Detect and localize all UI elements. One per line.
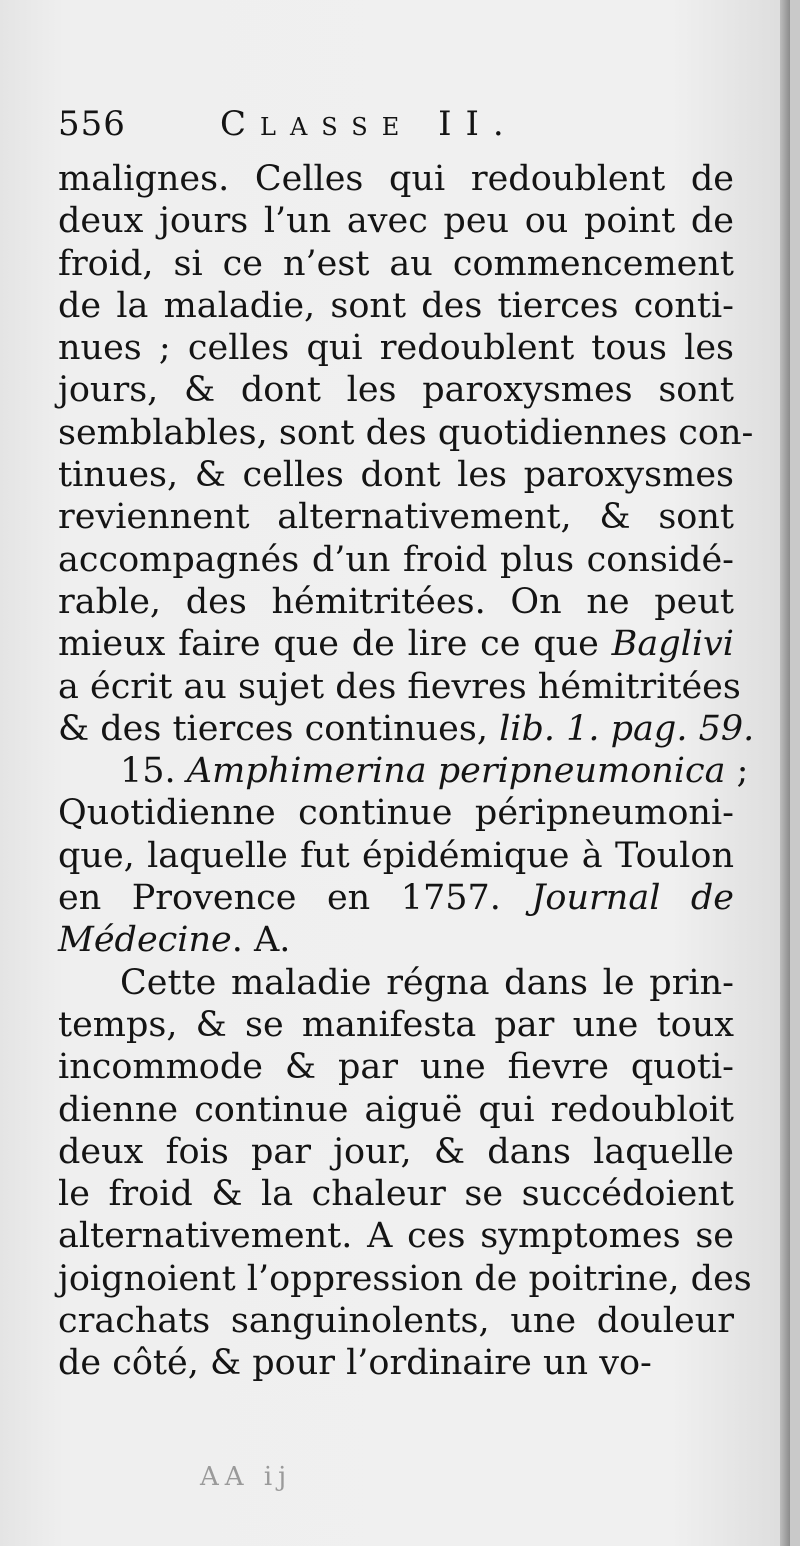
text-run: a écrit au sujet des fievres hémitritées xyxy=(58,666,741,707)
text-run: accompagnés d’un froid plus considé- xyxy=(58,539,734,580)
text-run: reviennent alternativement, & sont xyxy=(58,497,734,538)
italic-text: Amphimerina peripneumonica xyxy=(186,751,726,792)
text-run: crachats sanguinolents, une douleur xyxy=(58,1301,734,1342)
text-run: Quotidienne continue péripneumoni- xyxy=(58,793,734,834)
text-line xyxy=(58,158,734,200)
paragraph xyxy=(58,158,755,750)
text-line xyxy=(58,835,734,877)
text-run: 15. xyxy=(120,751,187,792)
text-line xyxy=(58,792,734,834)
text-run: deux jours l’un avec peu ou point de xyxy=(58,201,734,242)
text-run: tinues, & celles dont les paroxysmes xyxy=(58,455,734,496)
text-run: joignoient l’oppression de poitrine, des xyxy=(58,1258,752,1299)
text-run: froid, si ce n’est au commencement xyxy=(58,243,734,284)
text-line xyxy=(58,412,754,454)
text-run: en Provence en 1757. xyxy=(58,878,532,919)
text-run: rable, des hémitritées. On ne peut xyxy=(58,581,734,622)
page-number: 556 xyxy=(58,104,126,144)
text-run: incommode & par une fievre quoti- xyxy=(58,1047,734,1088)
text-line xyxy=(58,285,734,327)
text-line xyxy=(58,666,741,708)
text-run: Cette maladie régna dans le prin- xyxy=(120,962,734,1003)
page-header xyxy=(58,100,738,148)
italic-text: Journal de xyxy=(531,878,734,919)
text-line xyxy=(58,1215,734,1257)
text-run: malignes. Celles qui redoublent de xyxy=(58,159,734,199)
text-run: alternativement. A ces symptomes se xyxy=(58,1216,734,1257)
text-run: de côté, & pour l’ordinaire un vo- xyxy=(58,1343,652,1384)
binding-edge xyxy=(780,0,790,1546)
text-line xyxy=(58,919,734,961)
text-run: . A. xyxy=(231,920,291,961)
text-line xyxy=(58,962,734,1004)
paragraph xyxy=(58,750,749,961)
signature-mark: AA ij xyxy=(200,1462,293,1492)
text-run: que, laquelle fut épidémique à Toulon xyxy=(58,835,734,876)
paragraph xyxy=(58,962,752,1385)
text-line xyxy=(58,1089,734,1131)
text-line xyxy=(58,369,734,411)
text-line xyxy=(58,750,749,792)
italic-text: Médecine xyxy=(58,920,232,961)
text-line xyxy=(58,1046,734,1088)
text-line xyxy=(58,496,734,538)
text-line xyxy=(58,1004,734,1046)
text-line xyxy=(58,581,734,623)
body-text xyxy=(58,158,755,1385)
text-line xyxy=(58,454,734,496)
text-line xyxy=(58,623,734,665)
text-line xyxy=(58,539,734,581)
italic-text: lib. 1. pag. 59. xyxy=(499,708,755,749)
text-run: de la maladie, sont des tierces conti- xyxy=(58,285,734,326)
text-run: temps, & se manifesta par une toux xyxy=(58,1004,734,1045)
text-line xyxy=(58,1342,734,1384)
text-run: deux fois par jour, & dans laquelle xyxy=(58,1131,734,1172)
text-run: le froid & la chaleur se succédoient xyxy=(58,1174,734,1215)
text-run: ; xyxy=(725,751,749,792)
italic-text: Baglivi xyxy=(611,624,734,665)
text-run: semblables, sont des quotidiennes con- xyxy=(58,412,754,453)
text-line xyxy=(58,243,734,285)
text-run: nues ; celles qui redoublent tous les xyxy=(58,328,734,369)
text-line xyxy=(58,1300,734,1342)
text-line xyxy=(58,1258,752,1300)
text-line xyxy=(58,1173,734,1215)
text-line xyxy=(58,1131,734,1173)
text-run: mieux faire que de lire ce que xyxy=(58,624,612,665)
text-line xyxy=(58,708,755,750)
text-run: dienne continue aiguë qui redoubloit xyxy=(58,1089,734,1130)
text-run: & des tierces continues, xyxy=(58,708,500,749)
text-line xyxy=(58,200,734,242)
text-line xyxy=(58,327,734,369)
text-line xyxy=(58,877,734,919)
text-run: jours, & dont les paroxysmes sont xyxy=(58,370,734,411)
running-title: Classe II. xyxy=(220,104,518,144)
